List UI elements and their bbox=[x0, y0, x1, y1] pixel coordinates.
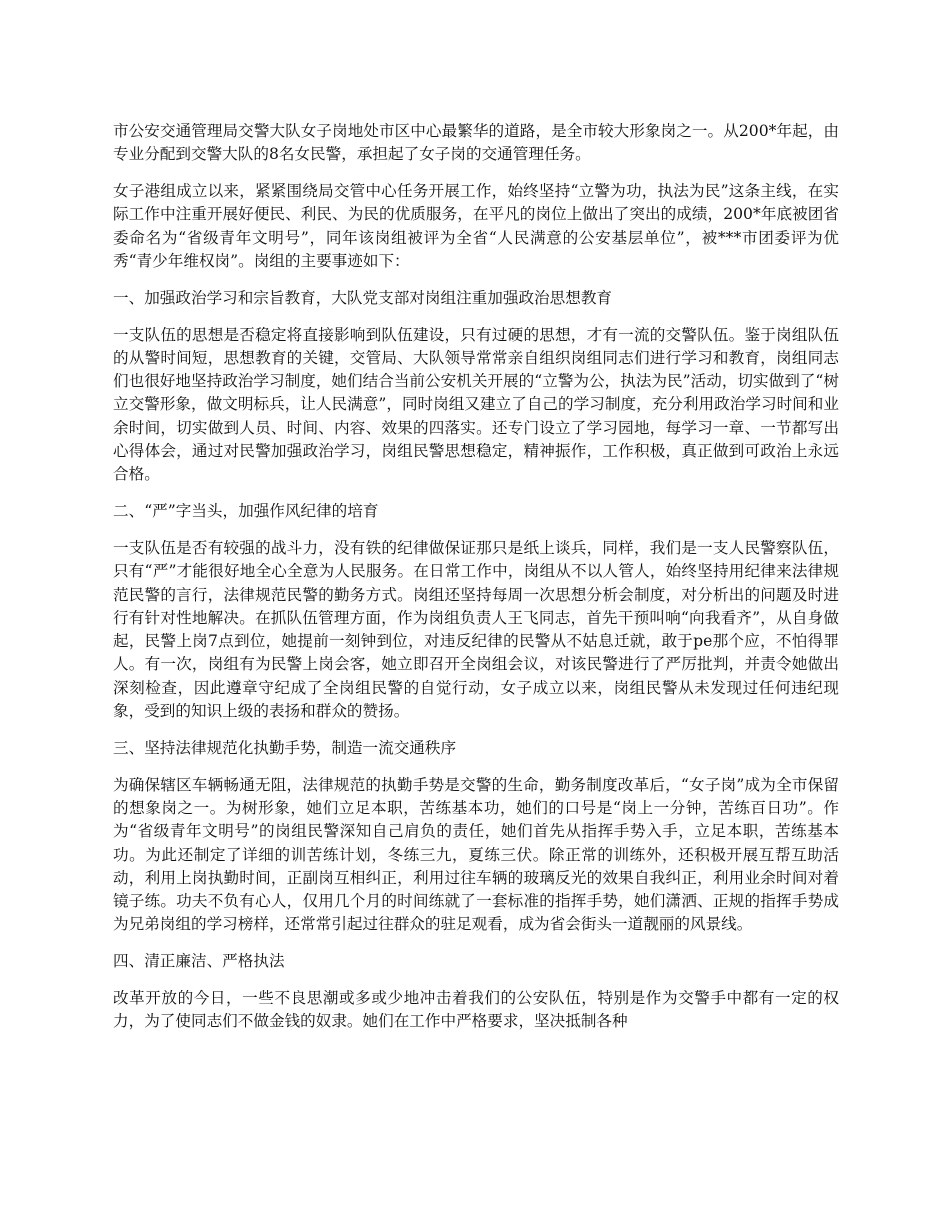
section-heading-1: 一、加强政治学习和宗旨教育，大队党支部对岗组注重加强政治思想教育 bbox=[113, 288, 613, 307]
section-paragraph-3: 为确保辖区车辆畅通无阻，法律规范的执勤手势是交警的生命，勤务制度改革后，“女子岗”成为全市保留的想象岗之一。为树形象，她们立足本职，苦练基本功，她们的口号是“岗上一分钟，苦练百日功”。作为“省级青年文明号”的岗组民警深知自己肩负的责任，她们首先从指挥手势入手，立足本职，苦练基本功。为此还制定了详细的训苦练计划，冬练三九，夏练三伏。除正常的训练外，还积极开展互帮互助活动，利用上岗执勤时间，正副岗互相纠正，利用过往车辆的玻璃反光的效果自我纠正，利用业余时间对着镜子练。功夫不负有心人，仅用几个月的时间练就了一套标准的指挥手势，她们潇洒、正规的指挥手势成为兄弟岗组的学习榜样，还常常引起过往群众的驻足观看，成为省会街头一道靓丽的风景线。 bbox=[113, 775, 839, 934]
section-paragraph-1: 一支队伍的思想是否稳定将直接影响到队伍建设，只有过硬的思想，才有一流的交警队伍。鉴于岗组队伍的从警时间短，思想教育的关键，交管局、大队领导常常亲自组织岗组同志们进行学习和教育，岗组同志们也很好地坚持政治学习制度，她们结合当前公安机关开展的“立警为公，执法为民”活动，切实做到了“树立交警形象，做文明标兵，让人民满意”，同时岗组又建立了自己的学习制度，充分利用政治学习时间和业余时间，切实做到人员、时间、内容、效果的四落实。还专门设立了学习园地，每学习一章、一节都写出心得体会，通过对民警加强政治学习，岗组民警思想稳定，精神振作，工作积极，真正做到可政治上永远合格。 bbox=[113, 325, 839, 484]
intro-paragraph: 市公安交通管理局交警大队女子岗地处市区中心最繁华的道路，是全市较大形象岗之一。从200*年起，由专业分配到交警大队的8名女民警，承担起了女子岗的交通管理任务。 bbox=[113, 122, 839, 164]
document-body bbox=[113, 120, 839, 1047]
summary-paragraph: 女子港组成立以来，紧紧围绕局交管中心任务开展工作，始终坚持“立警为功，执法为民”这条主线，在实际工作中注重开展好便民、利民、为民的优质服务，在平凡的岗位上做出了突出的成绩，200*年底被团省委命名为“省级青年文明号”，同年该岗组被评为全省“人民满意的公安基层单位”，被***市团委评为优秀“青少年维权岗”。岗组的主要事迹如下： bbox=[113, 182, 839, 270]
section-heading-3: 三、坚持法律规范化执勤手势，制造一流交通秩序 bbox=[113, 738, 457, 757]
section-heading-2: 二、“严”字当头，加强作风纪律的培育 bbox=[113, 502, 379, 521]
section-heading-4: 四、清正廉洁、严格执法 bbox=[113, 952, 285, 971]
section-paragraph-2: 一支队伍是否有较强的战斗力，没有铁的纪律做保证那只是纸上谈兵，同样，我们是一支人民警察队伍，只有“严”才能很好地全心全意为人民服务。在日常工作中，岗组从不以人管人，始终坚持用纪律来法律规范民警的言行，法律规范民警的勤务方式。岗组还坚持每周一次思想分析会制度，对分析出的问题及时进行有针对性地解决。在抓队伍管理方面，作为岗组负责人王飞同志，首先干预叫响“向我看齐”，从自身做起，民警上岗7点到位，她提前一刻钟到位，对违反纪律的民警从不姑息迁就，敢于pe那个应，不怕得罪人。有一次，岗组有为民警上岗会客，她立即召开全岗组会议，对该民警进行了严厉批判，并责令她做出深刻检查，因此遵章守纪成了全岗组民警的自觉行动，女子成立以来，岗组民警从未发现过任何违纪现象，受到的知识上级的表扬和群众的赞扬。 bbox=[113, 538, 839, 721]
section-paragraph-4: 改革开放的今日，一些不良思潮或多或少地冲击着我们的公安队伍，特别是作为交警手中都有一定的权力，为了使同志们不做金钱的奴隶。她们在工作中严格要求，坚决抵制各种 bbox=[113, 989, 839, 1031]
